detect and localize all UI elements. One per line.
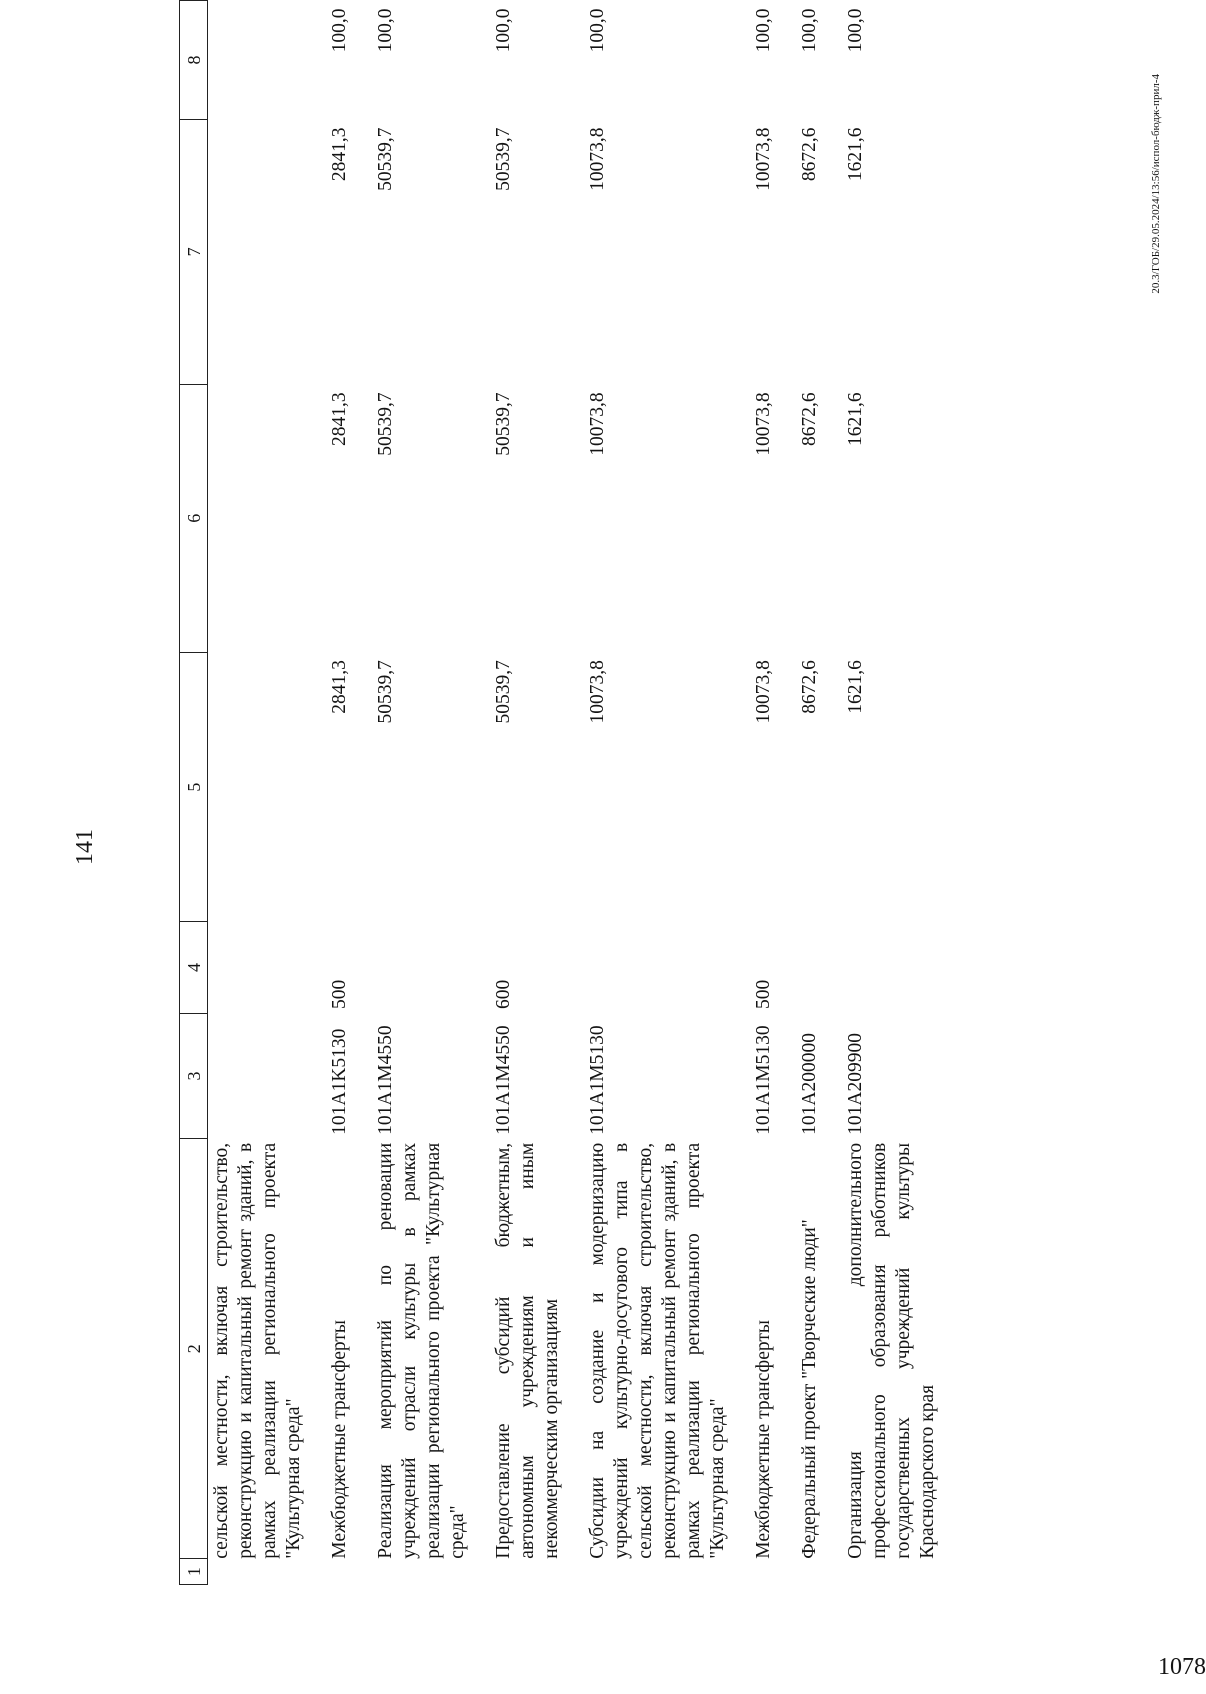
row-number-cell <box>208 1559 329 1585</box>
column-header: 5 <box>180 652 208 922</box>
target-code: 101A1M5130 <box>587 1025 608 1135</box>
value-col8: 100,0 <box>493 8 514 53</box>
column-header: 1 <box>180 1559 208 1585</box>
value-col6: 1621,6 <box>845 392 866 446</box>
table-row <box>798 1 844 1585</box>
value-col7: 10073,8 <box>587 127 608 191</box>
value-col7: 1621,6 <box>845 127 866 182</box>
target-code: 101A1M4550 <box>493 1025 514 1135</box>
value-col8: 100,0 <box>329 8 350 53</box>
row-description: Предоставление субсидий бюджетным, автономным учреждениям и иным некоммерческим организациям <box>493 1142 562 1559</box>
row-description: Реализация мероприятий по реновации учреждений отрасли культуры в рамках реализации регионального проекта "Культурная среда" <box>375 1142 468 1559</box>
table-row <box>208 1 329 1585</box>
value-col6: 2841,3 <box>329 392 350 446</box>
value-col6 <box>208 384 329 652</box>
row-number-cell <box>328 1559 374 1585</box>
row-description: Межбюджетные трансферты <box>753 1320 774 1559</box>
value-col7 <box>208 119 329 384</box>
expense-type: 500 <box>329 979 350 1010</box>
value-col6: 8672,6 <box>799 392 820 446</box>
value-col6: 50539,7 <box>375 392 396 456</box>
column-header: 2 <box>180 1139 208 1559</box>
value-col5: 10073,8 <box>753 660 774 724</box>
target-code: 101A1K5130 <box>329 1028 350 1135</box>
column-header: 6 <box>180 384 208 652</box>
value-col8: 100,0 <box>753 8 774 53</box>
value-col5: 50539,7 <box>493 660 514 724</box>
row-description: Организация дополнительного профессионального образования работников государственных учреждений культуры Краснодарского края <box>845 1142 938 1559</box>
document-stamp: 20.3/ГОБ/29.05.2024/13:56/испол-бюдж-прил-4 <box>1150 74 1162 294</box>
row-description: Межбюджетные трансферты <box>329 1320 350 1559</box>
value-col5: 50539,7 <box>375 660 396 724</box>
expense-type <box>844 922 962 1013</box>
table-row <box>492 1 586 1585</box>
value-col6: 10073,8 <box>753 392 774 456</box>
row-number-cell <box>752 1559 798 1585</box>
table-row <box>586 1 752 1585</box>
value-col7: 10073,8 <box>753 127 774 191</box>
value-col6: 10073,8 <box>587 392 608 456</box>
expense-type <box>798 922 844 1013</box>
row-description: Субсидии на создание и модернизацию учреждений культурно-досугового типа в сельской местности, включая строительство, реконструкцию и капитальный ремонт зданий, в рамках реализации регионального проекта "Культурная среда" <box>587 1142 728 1559</box>
target-code <box>208 1013 329 1139</box>
target-code: 101A1M4550 <box>375 1025 396 1135</box>
expense-type: 600 <box>493 979 514 1010</box>
target-code: 101A200000 <box>799 1032 820 1135</box>
value-col8: 100,0 <box>799 8 820 53</box>
expense-type <box>374 922 492 1013</box>
value-col5: 8672,6 <box>799 660 820 714</box>
value-col7: 50539,7 <box>493 127 514 191</box>
table-header-row <box>180 1 208 1585</box>
column-header: 4 <box>180 922 208 1013</box>
value-col5: 2841,3 <box>329 660 350 714</box>
value-col5 <box>208 652 329 922</box>
expense-type <box>586 922 752 1013</box>
table-row <box>752 1 798 1585</box>
column-header: 3 <box>180 1013 208 1139</box>
value-col6: 50539,7 <box>493 392 514 456</box>
value-col8 <box>208 1 329 120</box>
table-row <box>374 1 492 1585</box>
expense-type <box>208 922 329 1013</box>
sheet-number: 1078 <box>1158 1654 1206 1680</box>
row-number-cell <box>798 1559 844 1585</box>
budget-table <box>179 0 962 1585</box>
row-number-cell <box>374 1559 492 1585</box>
value-col8: 100,0 <box>375 8 396 53</box>
expense-type: 500 <box>753 979 774 1010</box>
row-description: Федеральный проект "Творческие люди" <box>799 1219 820 1559</box>
row-description: сельской местности, включая строительство, реконструкцию и капитальный ремонт зданий, в рамках реализации регионального проекта "Культурная среда" <box>211 1142 304 1559</box>
column-header: 7 <box>180 119 208 384</box>
value-col7: 8672,6 <box>799 127 820 182</box>
column-header: 8 <box>180 1 208 120</box>
value-col8: 100,0 <box>587 8 608 53</box>
row-number-cell <box>844 1559 962 1585</box>
value-col5: 10073,8 <box>587 660 608 724</box>
value-col7: 2841,3 <box>329 127 350 182</box>
table-row <box>328 1 374 1585</box>
row-number-cell <box>586 1559 752 1585</box>
table-row <box>844 1 962 1585</box>
target-code: 101A1M5130 <box>753 1025 774 1135</box>
row-number-cell <box>492 1559 586 1585</box>
target-code: 101A209900 <box>845 1032 866 1135</box>
page-number: 141 <box>72 829 98 865</box>
value-col5: 1621,6 <box>845 660 866 714</box>
value-col8: 100,0 <box>845 8 866 53</box>
value-col7: 50539,7 <box>375 127 396 191</box>
